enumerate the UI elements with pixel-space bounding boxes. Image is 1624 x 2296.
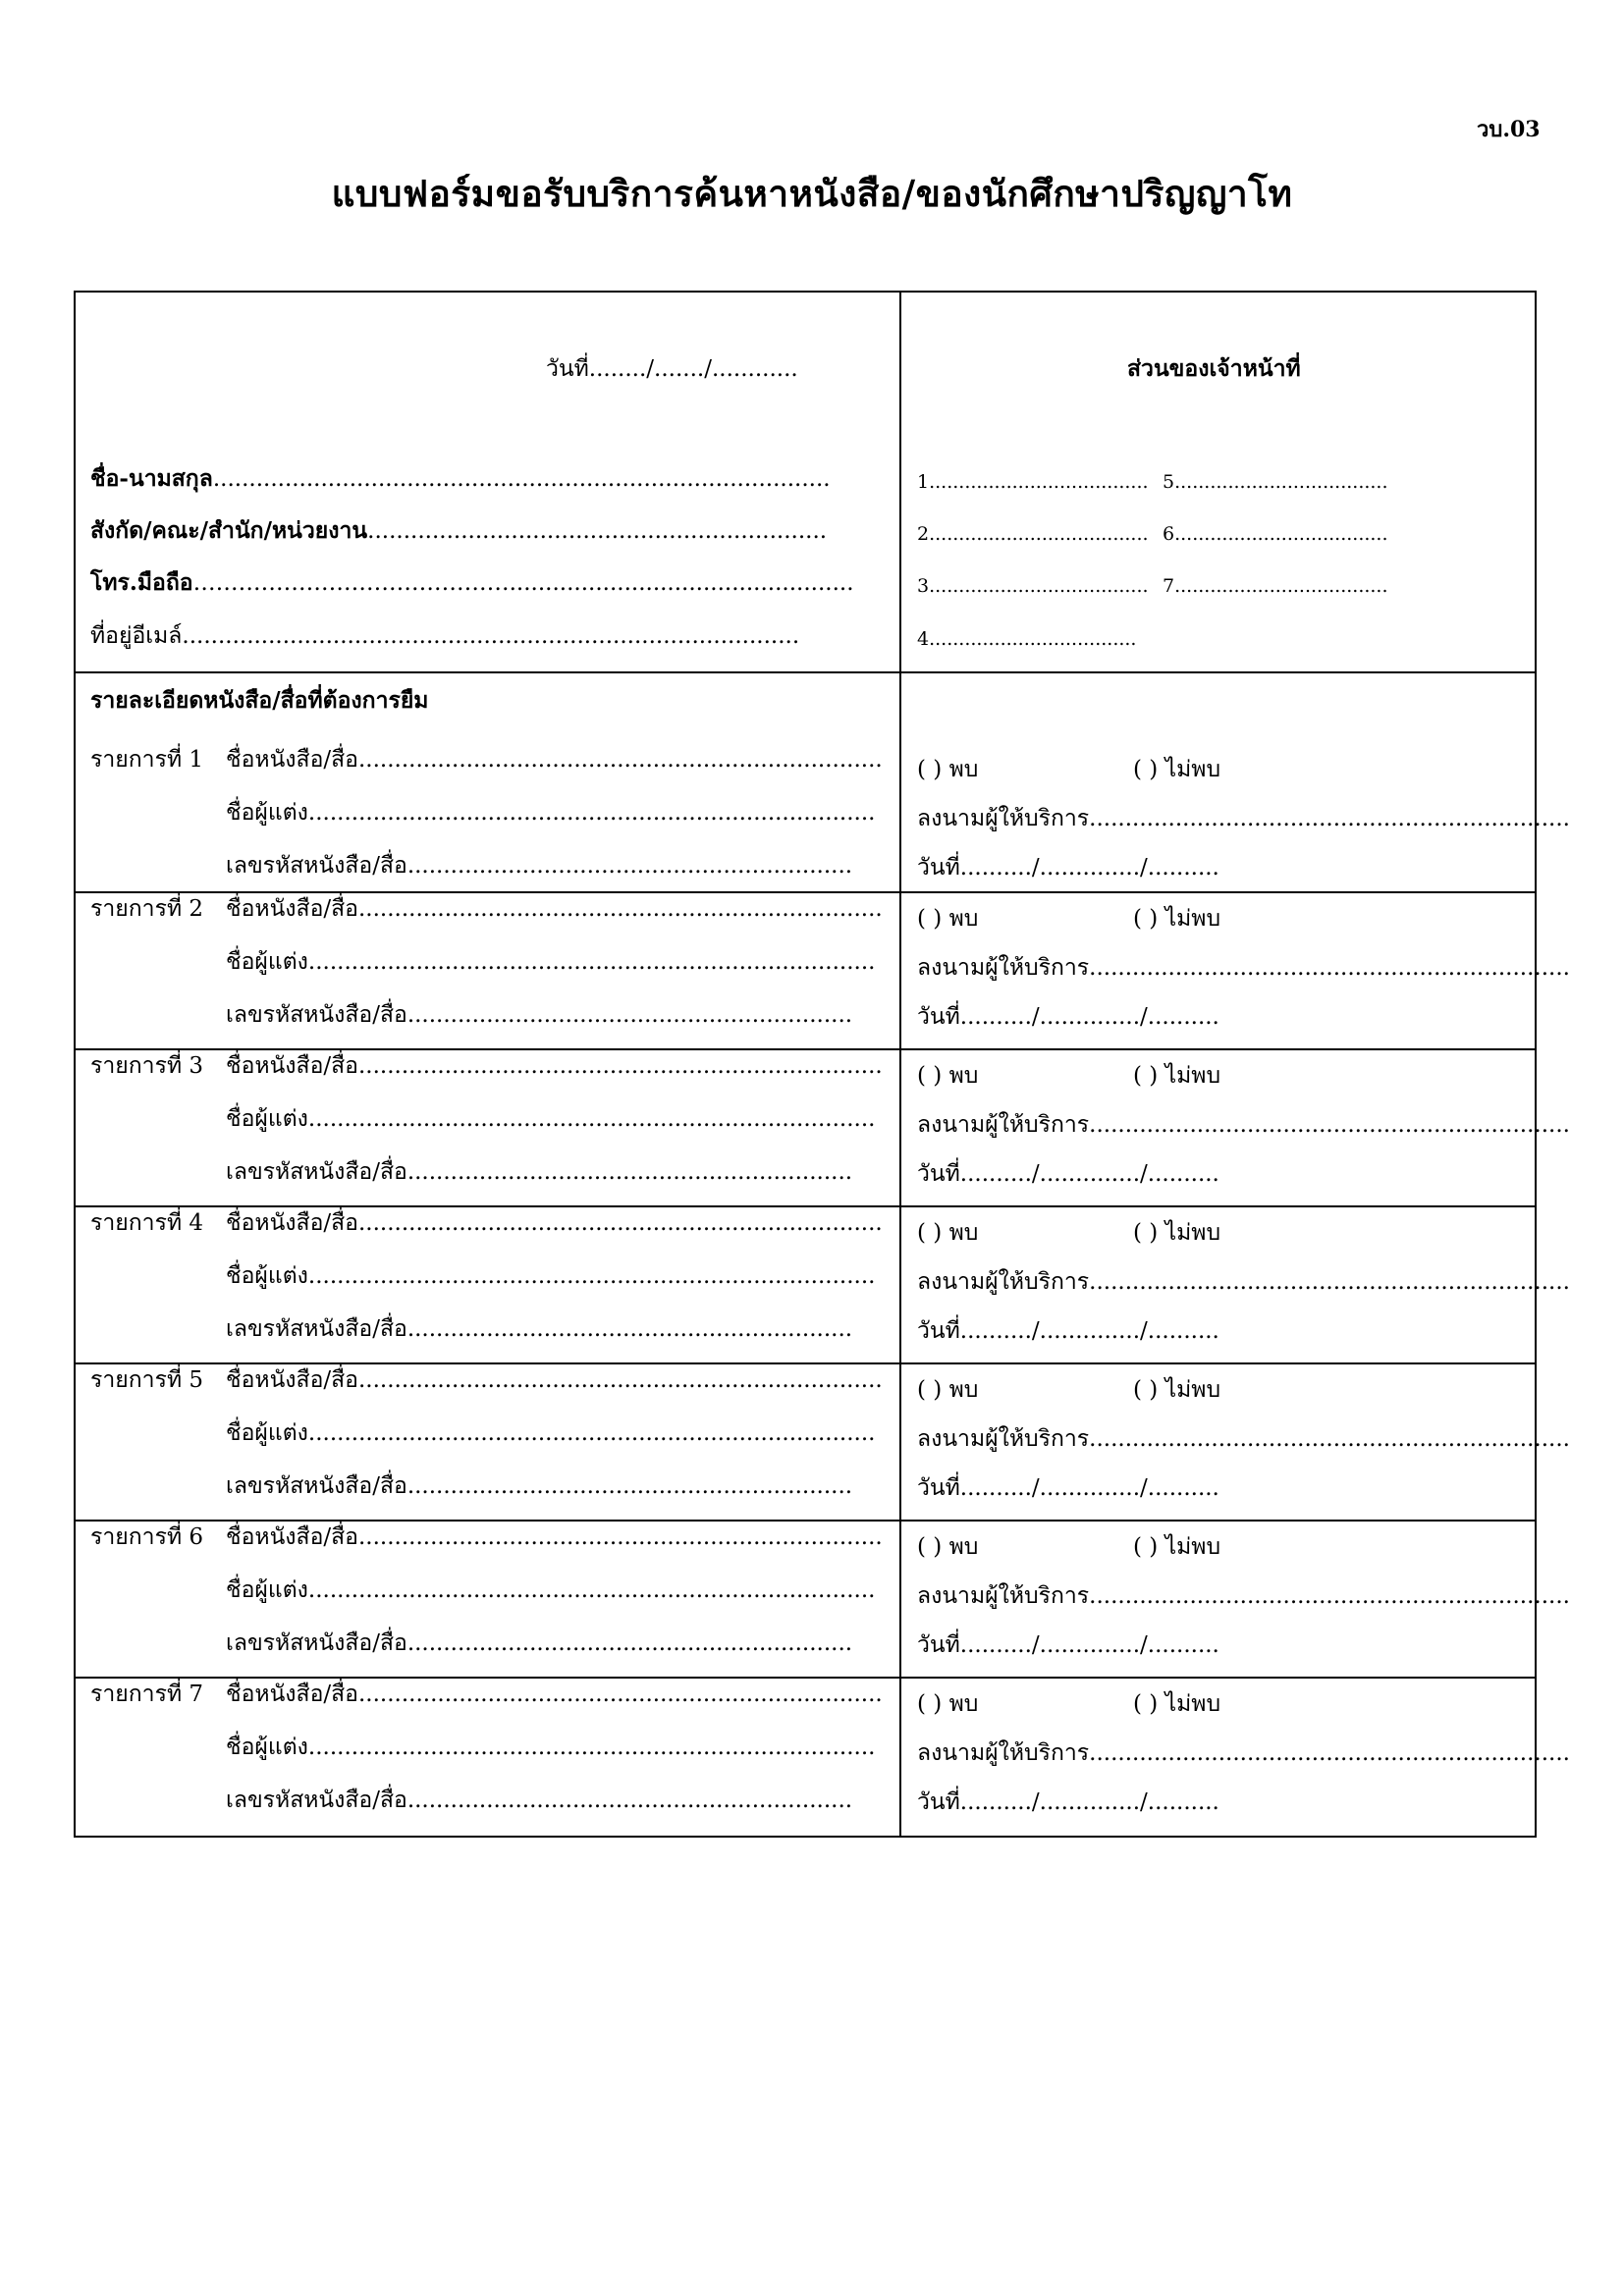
item-title-dots: ......................................................................... bbox=[358, 1367, 883, 1393]
item-title-label: ชื่อหนังสือ/สื่อ bbox=[226, 747, 358, 773]
item-author-field[interactable] bbox=[226, 799, 875, 827]
service-date-field[interactable]: วันที่........../............../.......... bbox=[917, 1004, 1219, 1030]
item-title-field[interactable] bbox=[226, 1681, 883, 1708]
signature-dots: ................................................................... bbox=[1089, 1426, 1570, 1452]
phone-label: โทร.มือถือ bbox=[90, 569, 193, 596]
service-date-field[interactable]: วันที่........../............../.......... bbox=[917, 855, 1219, 881]
service-date-field[interactable]: วันที่........../............../.......... bbox=[917, 1475, 1219, 1501]
item-code-label: เลขรหัสหนังสือ/สื่อ bbox=[226, 1002, 407, 1028]
item-title-field[interactable] bbox=[226, 1366, 883, 1394]
name-dots: ...................................................................................... bbox=[212, 466, 831, 492]
item-title-dots: ......................................................................... bbox=[358, 896, 883, 922]
item-title-label: ชื่อหนังสือ/สื่อ bbox=[226, 1682, 358, 1707]
item-title-field[interactable] bbox=[226, 1523, 883, 1551]
item-code-dots: .............................................................. bbox=[406, 1316, 853, 1342]
column-divider bbox=[899, 291, 901, 1838]
signature-field[interactable] bbox=[917, 1739, 1570, 1767]
form-code: วบ.03 bbox=[1477, 117, 1541, 142]
item-author-label: ชื่อผู้แต่ง bbox=[226, 1263, 308, 1289]
item-code-field[interactable] bbox=[226, 1629, 852, 1657]
item-title-field[interactable] bbox=[226, 746, 883, 774]
item-author-dots: ............................................................................... bbox=[307, 800, 876, 826]
item-title-dots: ......................................................................... bbox=[358, 1210, 883, 1236]
email-label: ที่อยู่อีเมล์ bbox=[90, 623, 183, 649]
signature-label: ลงนามผู้ให้บริการ bbox=[917, 1583, 1090, 1609]
signature-dots: ................................................................... bbox=[1089, 1740, 1570, 1766]
row-divider bbox=[74, 1048, 1537, 1050]
staff-line-2[interactable]: 2..................................... bbox=[917, 523, 1149, 545]
item-author-label: ชื่อผู้แต่ง bbox=[226, 1735, 308, 1760]
item-code-dots: .............................................................. bbox=[406, 1630, 853, 1656]
details-heading: รายละเอียดหนังสือ/สื่อที่ต้องการยืม bbox=[90, 687, 429, 714]
not-found-checkbox[interactable]: ( ) ไม่พบ bbox=[1133, 1377, 1221, 1403]
found-checkbox[interactable]: ( ) พบ bbox=[917, 1691, 979, 1717]
found-checkbox[interactable]: ( ) พบ bbox=[917, 757, 979, 782]
item-author-field[interactable] bbox=[226, 1419, 875, 1447]
affiliation-field[interactable] bbox=[90, 517, 827, 545]
signature-dots: ................................................................... bbox=[1089, 1112, 1570, 1138]
item-label: รายการที่ 6 bbox=[90, 1524, 204, 1550]
item-author-field[interactable] bbox=[226, 1105, 875, 1133]
item-author-dots: ............................................................................... bbox=[307, 1577, 876, 1603]
item-author-dots: ............................................................................... bbox=[307, 1420, 876, 1446]
name-field[interactable] bbox=[90, 465, 831, 493]
row-divider bbox=[74, 1677, 1537, 1679]
signature-label: ลงนามผู้ให้บริการ bbox=[917, 1426, 1090, 1452]
found-checkbox[interactable]: ( ) พบ bbox=[917, 906, 979, 932]
item-code-dots: .............................................................. bbox=[406, 1159, 853, 1185]
signature-dots: ................................................................... bbox=[1089, 1583, 1570, 1609]
item-title-dots: ......................................................................... bbox=[358, 747, 883, 773]
signature-field[interactable] bbox=[917, 1111, 1570, 1139]
not-found-checkbox[interactable]: ( ) ไม่พบ bbox=[1133, 1220, 1221, 1246]
item-author-field[interactable] bbox=[226, 1576, 875, 1604]
item-title-field[interactable] bbox=[226, 895, 883, 923]
item-author-dots: ............................................................................... bbox=[307, 1735, 876, 1760]
service-date-field[interactable]: วันที่........../............../.......... bbox=[917, 1318, 1219, 1344]
item-author-dots: ............................................................................... bbox=[307, 949, 876, 975]
row-divider bbox=[74, 891, 1537, 893]
staff-line-5[interactable]: 5.................................... bbox=[1163, 471, 1388, 493]
not-found-checkbox[interactable]: ( ) ไม่พบ bbox=[1133, 906, 1221, 932]
item-title-dots: ......................................................................... bbox=[358, 1682, 883, 1707]
item-author-label: ชื่อผู้แต่ง bbox=[226, 1106, 308, 1132]
item-code-label: เลขรหัสหนังสือ/สื่อ bbox=[226, 1473, 407, 1499]
not-found-checkbox[interactable]: ( ) ไม่พบ bbox=[1133, 1534, 1221, 1560]
service-date-field[interactable]: วันที่........../............../.......... bbox=[917, 1161, 1219, 1187]
signature-label: ลงนามผู้ให้บริการ bbox=[917, 1740, 1090, 1766]
item-code-label: เลขรหัสหนังสือ/สื่อ bbox=[226, 1788, 407, 1813]
affiliation-dots: ................................................................ bbox=[367, 518, 828, 544]
signature-dots: ................................................................... bbox=[1089, 806, 1570, 831]
staff-heading: ส่วนของเจ้าหน้าที่ bbox=[1127, 355, 1301, 382]
item-label: รายการที่ 4 bbox=[90, 1210, 204, 1236]
service-date-field[interactable]: วันที่........../............../.......... bbox=[917, 1789, 1219, 1815]
item-author-field[interactable] bbox=[226, 948, 875, 976]
item-code-field[interactable] bbox=[226, 1158, 852, 1186]
not-found-checkbox[interactable]: ( ) ไม่พบ bbox=[1133, 1691, 1221, 1717]
item-author-label: ชื่อผู้แต่ง bbox=[226, 1420, 308, 1446]
item-author-field[interactable] bbox=[226, 1262, 875, 1290]
signature-dots: ................................................................... bbox=[1089, 955, 1570, 981]
staff-line-6[interactable]: 6.................................... bbox=[1163, 523, 1388, 545]
name-label: ชื่อ-นามสกุล bbox=[90, 465, 213, 492]
item-label: รายการที่ 3 bbox=[90, 1053, 204, 1079]
page-title: แบบฟอร์มขอรับบริการค้นหาหนังสือ/ของนักศึกษาปริญญาโท bbox=[331, 172, 1293, 215]
item-code-dots: .............................................................. bbox=[406, 853, 853, 879]
found-checkbox[interactable]: ( ) พบ bbox=[917, 1534, 979, 1560]
item-code-label: เลขรหัสหนังสือ/สื่อ bbox=[226, 1316, 407, 1342]
signature-field[interactable] bbox=[917, 805, 1570, 832]
staff-line-4[interactable]: 4................................... bbox=[917, 628, 1137, 650]
item-code-dots: .............................................................. bbox=[406, 1473, 853, 1499]
item-code-field[interactable] bbox=[226, 1787, 852, 1814]
item-code-field[interactable] bbox=[226, 1472, 852, 1500]
item-code-label: เลขรหัสหนังสือ/สื่อ bbox=[226, 853, 407, 879]
service-date-field[interactable]: วันที่........../............../.......... bbox=[917, 1632, 1219, 1658]
item-title-label: ชื่อหนังสือ/สื่อ bbox=[226, 1524, 358, 1550]
not-found-checkbox[interactable]: ( ) ไม่พบ bbox=[1133, 1063, 1221, 1089]
signature-label: ลงนามผู้ให้บริการ bbox=[917, 806, 1090, 831]
item-author-label: ชื่อผู้แต่ง bbox=[226, 949, 308, 975]
signature-field[interactable] bbox=[917, 1582, 1570, 1610]
staff-line-1[interactable]: 1..................................... bbox=[917, 471, 1149, 493]
row-divider bbox=[74, 1205, 1537, 1207]
item-author-label: ชื่อผู้แต่ง bbox=[226, 1577, 308, 1603]
item-title-dots: ......................................................................... bbox=[358, 1053, 883, 1079]
item-title-label: ชื่อหนังสือ/สื่อ bbox=[226, 1210, 358, 1236]
item-author-label: ชื่อผู้แต่ง bbox=[226, 800, 308, 826]
item-title-label: ชื่อหนังสือ/สื่อ bbox=[226, 896, 358, 922]
item-label: รายการที่ 7 bbox=[90, 1682, 204, 1707]
signature-field[interactable] bbox=[917, 1268, 1570, 1296]
header-divider bbox=[74, 671, 1537, 673]
item-title-field[interactable] bbox=[226, 1209, 883, 1237]
item-code-dots: .............................................................. bbox=[406, 1002, 853, 1028]
date-line: วันที่......../......./............ bbox=[546, 356, 798, 382]
found-checkbox[interactable]: ( ) พบ bbox=[917, 1220, 979, 1246]
item-title-label: ชื่อหนังสือ/สื่อ bbox=[226, 1053, 358, 1079]
email-field[interactable] bbox=[90, 622, 799, 650]
item-title-dots: ......................................................................... bbox=[358, 1524, 883, 1550]
phone-dots: ……………………………………................................................ bbox=[192, 570, 854, 596]
signature-field[interactable] bbox=[917, 1425, 1570, 1453]
email-dots: ...................................................................................... bbox=[182, 623, 800, 649]
signature-label: ลงนามผู้ให้บริการ bbox=[917, 1112, 1090, 1138]
item-author-dots: ............................................................................... bbox=[307, 1106, 876, 1132]
item-label: รายการที่ 1 bbox=[90, 747, 204, 773]
item-title-field[interactable] bbox=[226, 1052, 883, 1080]
item-code-label: เลขรหัสหนังสือ/สื่อ bbox=[226, 1630, 407, 1656]
item-code-dots: .............................................................. bbox=[406, 1788, 853, 1813]
signature-dots: ................................................................... bbox=[1089, 1269, 1570, 1295]
staff-line-7[interactable]: 7.................................... bbox=[1163, 575, 1388, 597]
item-code-field[interactable] bbox=[226, 1001, 852, 1029]
item-author-field[interactable] bbox=[226, 1734, 875, 1761]
found-checkbox[interactable]: ( ) พบ bbox=[917, 1063, 979, 1089]
signature-label: ลงนามผู้ให้บริการ bbox=[917, 1269, 1090, 1295]
item-code-field[interactable] bbox=[226, 852, 852, 880]
row-divider bbox=[74, 1520, 1537, 1522]
not-found-checkbox[interactable]: ( ) ไม่พบ bbox=[1133, 757, 1221, 782]
signature-field[interactable] bbox=[917, 954, 1570, 982]
item-title-label: ชื่อหนังสือ/สื่อ bbox=[226, 1367, 358, 1393]
phone-field[interactable] bbox=[90, 569, 854, 597]
found-checkbox[interactable]: ( ) พบ bbox=[917, 1377, 979, 1403]
item-label: รายการที่ 2 bbox=[90, 896, 204, 922]
signature-label: ลงนามผู้ให้บริการ bbox=[917, 955, 1090, 981]
row-divider bbox=[74, 1362, 1537, 1364]
item-code-field[interactable] bbox=[226, 1315, 852, 1343]
item-author-dots: ............................................................................... bbox=[307, 1263, 876, 1289]
item-label: รายการที่ 5 bbox=[90, 1367, 204, 1393]
affiliation-label: สังกัด/คณะ/สำนัก/หน่วยงาน bbox=[90, 517, 368, 544]
item-code-label: เลขรหัสหนังสือ/สื่อ bbox=[226, 1159, 407, 1185]
staff-line-3[interactable]: 3..................................... bbox=[917, 575, 1149, 597]
